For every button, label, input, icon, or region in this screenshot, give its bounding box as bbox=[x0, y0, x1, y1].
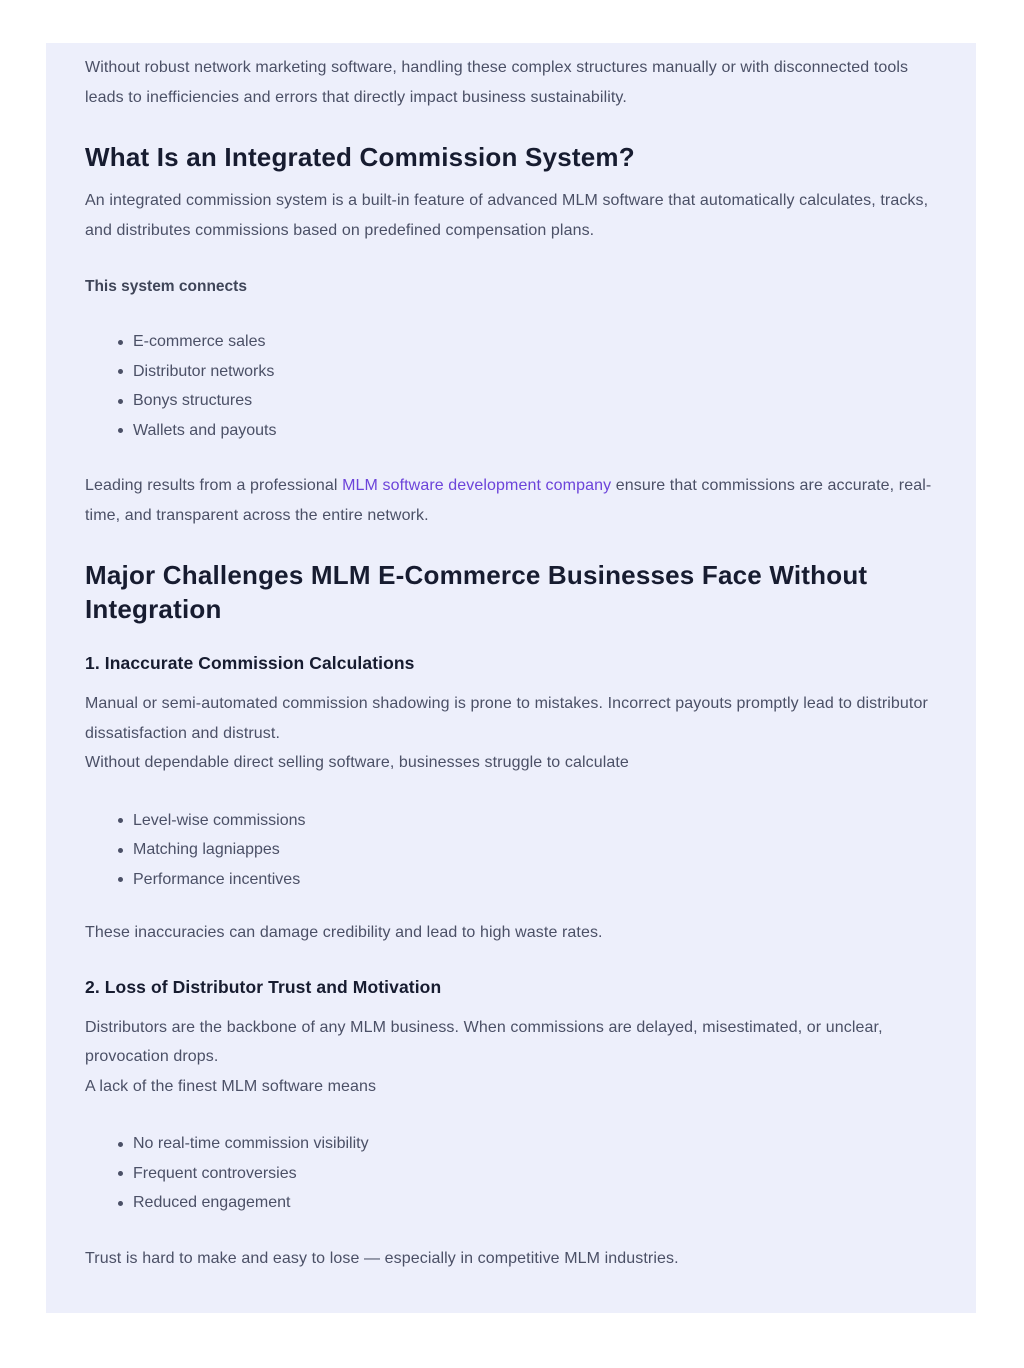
paragraph-line: A lack of the finest MLM software means bbox=[85, 1077, 377, 1095]
paragraph-line: Manual or semi-automated commission shadowing is prone to mistakes. Incorrect payouts promptly lead to distributor dissatisfaction and distrust. bbox=[85, 695, 928, 742]
list-item: Wallets and payouts bbox=[118, 416, 937, 446]
system-connects-list bbox=[85, 327, 937, 445]
trust-closing-paragraph: Trust is hard to make and easy to lose — especially in competitive MLM industries. bbox=[85, 1249, 679, 1267]
list-item: Level-wise commissions bbox=[118, 806, 937, 836]
article-content-panel bbox=[46, 43, 976, 1313]
closing-text-post: ensure that commissions are accurate, real- time, and transparent across the entire network. bbox=[85, 477, 932, 524]
inaccuracies-closing-paragraph: These inaccuracies can damage credibility and lead to high waste rates. bbox=[85, 924, 603, 941]
intro-paragraph: Without robust network marketing software, handling these complex structures manually or with disconnected tools leads to inefficiencies and errors that directly impact business sustainability. bbox=[85, 59, 909, 106]
closing-text-pre: Leading results from a professional bbox=[85, 477, 343, 494]
section-heading-major-challenges: Major Challenges MLM E-Commerce Businesses Face Without Integration bbox=[85, 560, 868, 624]
integrated-system-description: An integrated commission system is a built-in feature of advanced MLM software that automatically calculates, tracks, and distributes commissions based on predefined compensation plans. bbox=[85, 192, 929, 239]
list-item: No real-time commission visibility bbox=[118, 1129, 937, 1159]
list-item: Performance incentives bbox=[118, 865, 937, 895]
mlm-software-lack-list bbox=[85, 1129, 937, 1218]
mlm-software-development-company-link[interactable]: MLM software development company bbox=[342, 477, 612, 494]
list-item: Reduced engagement bbox=[118, 1188, 937, 1218]
struggle-to-calculate-list bbox=[85, 806, 937, 895]
section1-closing-paragraph bbox=[85, 471, 937, 530]
list-item: E-commerce sales bbox=[118, 327, 937, 357]
section-heading-integrated-commission-system: What Is an Integrated Commission System? bbox=[85, 142, 635, 172]
inaccurate-calculations-paragraph bbox=[85, 689, 937, 778]
sub-heading-inaccurate-commission-calculations: 1. Inaccurate Commission Calculations bbox=[85, 653, 415, 673]
paragraph-line: Distributors are the backbone of any MLM business. When commissions are delayed, misestimated, or unclear, provocation drops. bbox=[85, 1018, 883, 1065]
paragraph-line: Without dependable direct selling software, businesses struggle to calculate bbox=[85, 754, 629, 771]
list-item: Bonys structures bbox=[118, 386, 937, 416]
list-item: Frequent controversies bbox=[118, 1159, 937, 1189]
distributor-trust-paragraph bbox=[85, 1013, 937, 1102]
system-connects-lead-in: This system connects bbox=[85, 278, 247, 295]
list-item: Matching lagniappes bbox=[118, 835, 937, 865]
sub-heading-loss-of-distributor-trust: 2. Loss of Distributor Trust and Motivation bbox=[85, 976, 442, 997]
list-item: Distributor networks bbox=[118, 357, 937, 387]
